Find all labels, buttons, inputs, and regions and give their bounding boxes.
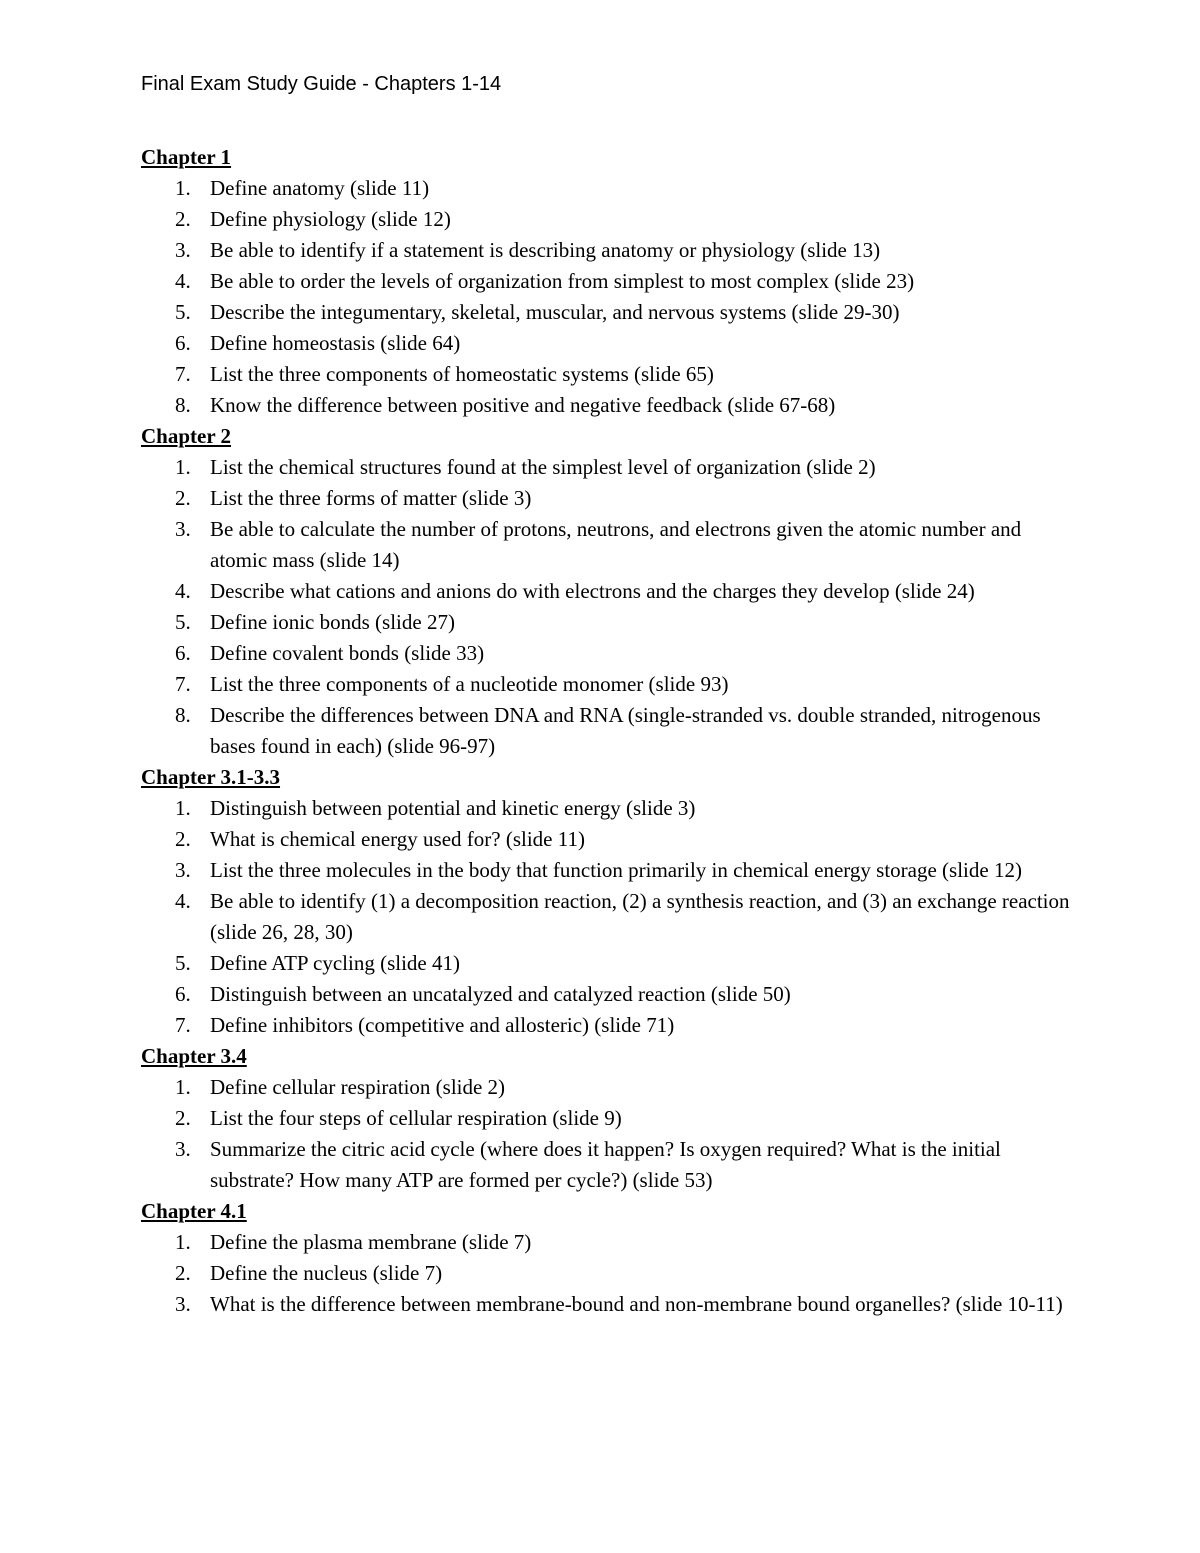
list-item [141,1103,1071,1134]
list-item [141,948,1071,979]
chapter-section [141,421,1071,762]
list-item [141,204,1071,235]
chapter-section [141,1196,1071,1320]
item-text: Be able to calculate the number of protons, neutrons, and electrons given the atomic number and atomic mass (slide 14) [210,517,1022,572]
chapter-section [141,142,1071,421]
list-item [141,638,1071,669]
item-text: Be able to identify if a statement is describing anatomy or physiology (slide 13) [210,238,881,262]
list-item [141,793,1071,824]
item-text: List the four steps of cellular respiration (slide 9) [210,1106,622,1130]
list-item [141,359,1071,390]
item-text: Summarize the citric acid cycle (where does it happen? Is oxygen required? What is the initial substrate? How many ATP are formed per cycle?) (slide 53) [210,1137,1001,1192]
item-number: 4. [175,889,191,913]
chapter-heading: Chapter 3.4 [141,1044,247,1068]
item-number: 4. [175,269,191,293]
chapter-heading: Chapter 1 [141,145,232,169]
item-number: 5. [175,951,191,975]
item-number: 2. [175,486,191,510]
list-item [141,700,1071,762]
list-item [141,576,1071,607]
item-number: 1. [175,1230,191,1254]
item-number: 6. [175,331,191,355]
item-text: Define the nucleus (slide 7) [210,1261,443,1285]
item-text: Be able to identify (1) a decomposition reaction, (2) a synthesis reaction, and (3) an exchange reaction (slide 26, 28, 30) [210,889,1070,944]
list-item [141,266,1071,297]
item-text: Define physiology (slide 12) [210,207,451,231]
item-text: List the three components of a nucleotide monomer (slide 93) [210,672,729,696]
item-text: Describe the differences between DNA and RNA (single-stranded vs. double stranded, nitrogenous bases found in each) (slide 96-97) [210,703,1041,758]
list-item [141,669,1071,700]
list-item [141,855,1071,886]
item-text: List the chemical structures found at the simplest level of organization (slide 2) [210,455,876,479]
item-text: Be able to order the levels of organization from simplest to most complex (slide 23) [210,269,915,293]
item-number: 3. [175,517,191,541]
item-number: 5. [175,610,191,634]
item-number: 1. [175,455,191,479]
item-number: 7. [175,362,191,386]
item-number: 2. [175,1261,191,1285]
item-text: Define ATP cycling (slide 41) [210,951,461,975]
item-text: Describe the integumentary, skeletal, muscular, and nervous systems (slide 29-30) [210,300,900,324]
item-number: 1. [175,1075,191,1099]
chapter-heading: Chapter 4.1 [141,1199,247,1223]
item-number: 2. [175,827,191,851]
item-text: Define covalent bonds (slide 33) [210,641,485,665]
item-number: 1. [175,796,191,820]
item-number: 7. [175,672,191,696]
list-item [141,1258,1071,1289]
item-number: 5. [175,300,191,324]
chapter-section [141,1041,1071,1196]
item-number: 2. [175,207,191,231]
item-text: Know the difference between positive and negative feedback (slide 67-68) [210,393,836,417]
item-text: Define cellular respiration (slide 2) [210,1075,506,1099]
chapter-heading: Chapter 2 [141,424,232,448]
item-number: 3. [175,1292,191,1316]
list-item [141,1072,1071,1103]
item-number: 7. [175,1013,191,1037]
question-list [141,452,1071,762]
list-item [141,1227,1071,1258]
item-text: List the three forms of matter (slide 3) [210,486,532,510]
list-item [141,514,1071,576]
item-number: 3. [175,858,191,882]
item-text: Define the plasma membrane (slide 7) [210,1230,532,1254]
list-item [141,979,1071,1010]
item-number: 8. [175,393,191,417]
item-text: What is chemical energy used for? (slide 11) [210,827,585,851]
list-item [141,235,1071,266]
item-number: 1. [175,176,191,200]
list-item [141,886,1071,948]
list-item [141,390,1071,421]
question-list [141,173,1071,421]
list-item [141,1010,1071,1041]
list-item [141,173,1071,204]
item-number: 8. [175,703,191,727]
list-item [141,452,1071,483]
question-list [141,1072,1071,1196]
list-item [141,1134,1071,1196]
item-text: List the three components of homeostatic systems (slide 65) [210,362,714,386]
list-item [141,297,1071,328]
item-text: Define inhibitors (competitive and allosteric) (slide 71) [210,1013,675,1037]
item-number: 6. [175,982,191,1006]
item-text: What is the difference between membrane-bound and non-membrane bound organelles? (slide 10-11) [210,1292,1063,1316]
document-title: Final Exam Study Guide - Chapters 1-14 [141,73,502,95]
question-list [141,793,1071,1041]
item-text: Define ionic bonds (slide 27) [210,610,455,634]
list-item [141,607,1071,638]
item-number: 6. [175,641,191,665]
item-text: Describe what cations and anions do with electrons and the charges they develop (slide 24) [210,579,975,603]
item-text: Distinguish between potential and kinetic energy (slide 3) [210,796,696,820]
item-number: 3. [175,1137,191,1161]
chapter-heading: Chapter 3.1-3.3 [141,765,281,789]
list-item [141,824,1071,855]
item-text: Distinguish between an uncatalyzed and catalyzed reaction (slide 50) [210,982,791,1006]
item-number: 4. [175,579,191,603]
question-list [141,1227,1071,1320]
item-text: Define homeostasis (slide 64) [210,331,461,355]
item-number: 3. [175,238,191,262]
item-text: List the three molecules in the body that function primarily in chemical energy storage (slide 12) [210,858,1022,882]
chapter-section [141,762,1071,1041]
list-item [141,328,1071,359]
document-body [141,142,1071,1320]
item-number: 2. [175,1106,191,1130]
item-text: Define anatomy (slide 11) [210,176,430,200]
list-item [141,483,1071,514]
list-item [141,1289,1071,1320]
